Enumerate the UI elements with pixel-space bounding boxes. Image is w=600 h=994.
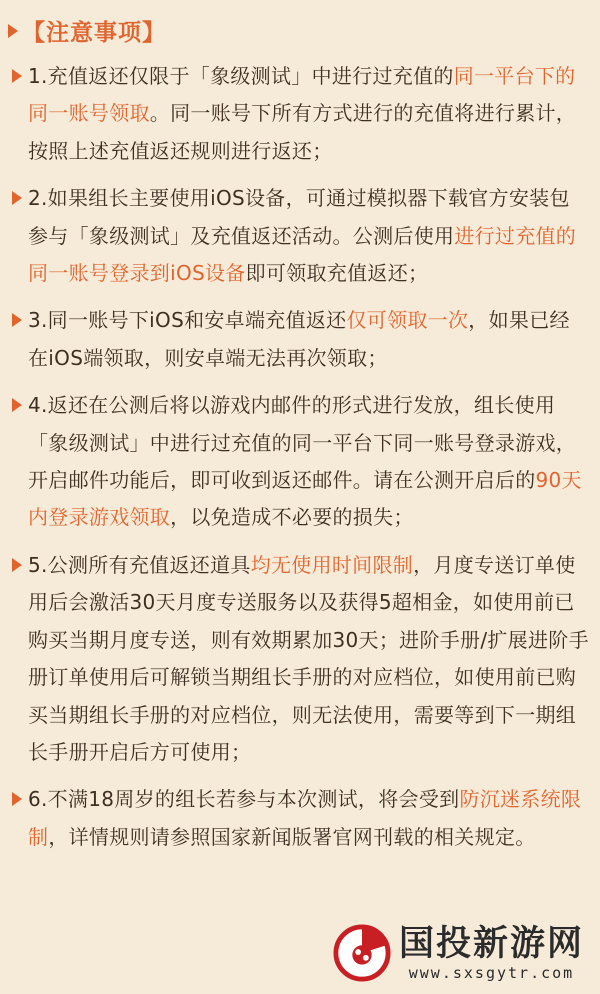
watermark-url: www.sxsgytr.com [408, 964, 575, 982]
item-text: ，月度专送订单使用后会激活30天月度专送服务以及获得5超相金，如使用前已购买当期月度专送，则有效期累加30天；进阶手册/扩展进阶手册订单使用后可解锁当期组长手册的对应档位，如使用前已购买当期组长手册的对应档位，则无法使用，需要等到下一期组长手册开启后方可使用； [28, 552, 589, 764]
notice-header [8, 14, 166, 47]
item-text: 5.公测所有充值返还道具 [28, 552, 251, 577]
highlighted-text: 均无使用时间限制 [250, 552, 414, 577]
triangle-bullet-icon [8, 24, 18, 38]
item-text: ，如果已经在iOS端领取，则安卓端无法再次领取； [28, 308, 570, 370]
item-text: 即可领取充值返还； [245, 261, 429, 286]
notice-item [6, 302, 590, 377]
triangle-bullet-icon [12, 69, 22, 83]
highlighted-text: 仅可领取一次 [346, 308, 469, 333]
notice-item [6, 58, 590, 170]
triangle-bullet-icon [12, 313, 22, 327]
item-text: ，详情规则请参照国家新闻版署官网刊载的相关规定。 [48, 824, 536, 849]
item-text: ，以免造成不必要的损失； [170, 505, 414, 530]
item-text: 3.同一账号下iOS和安卓端充值返还 [28, 308, 347, 333]
item-text: 2.如果组长主要使用iOS设备，可通过模拟器下载官方安装包参与「象级测试」及充值返还活动。公测后使用 [28, 186, 570, 248]
triangle-bullet-icon [12, 792, 22, 806]
highlighted-text: 进行过充值的同一账号登录到iOS设备 [28, 223, 577, 286]
notice-item [6, 387, 590, 537]
highlighted-text: 同一平台下的同一账号领取 [28, 64, 576, 126]
triangle-bullet-icon [12, 398, 22, 412]
triangle-bullet-icon [12, 558, 22, 572]
item-text: 。同一账号下所有方式进行的充值将进行累计，按照上述充值返还规则进行返还； [28, 101, 577, 163]
watermark-name: 国投新游网 [398, 924, 584, 964]
highlighted-text: 90天内登录游戏领取 [28, 468, 582, 530]
highlighted-text: 防沉迷系统限制 [28, 787, 582, 849]
notice-item [6, 547, 590, 771]
notice-title: 【注意事项】 [22, 20, 166, 46]
notice-list [6, 58, 590, 866]
notice-item [6, 180, 590, 292]
item-text: 4.返还在公测后将以游戏内邮件的形式进行发放，组长使用「象级测试」中进行过充值的同一平台下同一账号登录游戏，开启邮件功能后，即可收到返还邮件。请在公测开启后的 [28, 393, 577, 493]
site-logo-icon [333, 924, 391, 982]
item-text: 1.充值返还仅限于「象级测试」中进行过充值的 [28, 64, 454, 88]
triangle-bullet-icon [12, 191, 22, 205]
item-text: 6.不满18周岁的组长若参与本次测试，将会受到 [28, 787, 460, 812]
site-watermark [333, 924, 584, 982]
notice-item [6, 781, 590, 856]
